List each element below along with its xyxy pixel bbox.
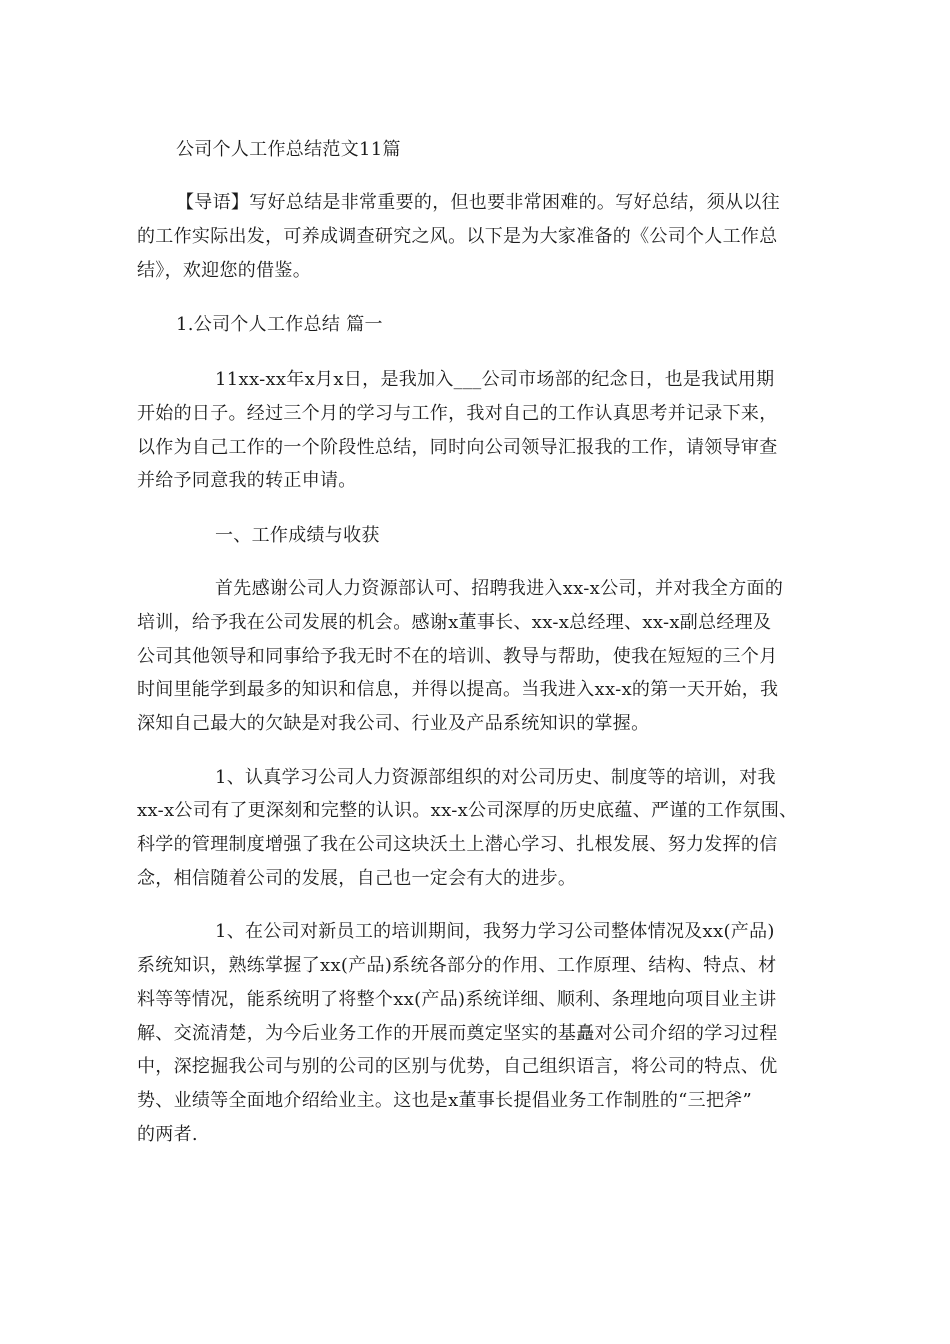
paragraph-line: 11xx-xx年x月x日，是我加入___公司市场部的纪念日，也是我试用期 [215, 369, 775, 390]
paragraph-line: 培训，给予我在公司发展的机会。感谢x董事长、xx-x总经理、xx-x副总经理及 [137, 612, 772, 633]
paragraph-line: 开始的日子。经过三个月的学习与工作，我对自己的工作认真思考并记录下来， [137, 403, 778, 424]
document-title: 公司个人工作总结范文11篇 [176, 139, 401, 160]
paragraph-line: 并给予同意我的转正申请。 [137, 470, 357, 491]
section-heading: 1.公司个人工作总结 篇一 [176, 314, 383, 335]
paragraph-line: 1、在公司对新员工的培训期间，我努力学习公司整体情况及xx(产品) [215, 921, 775, 942]
paragraph-line: 解、交流清楚，为今后业务工作的开展而奠定坚实的基矗对公司介绍的学习过程 [137, 1023, 778, 1044]
paragraph-line: 的两者. [137, 1124, 198, 1145]
paragraph-line: 以作为自己工作的一个阶段性总结，同时向公司领导汇报我的工作，请领导审查 [137, 437, 778, 458]
intro-line: 【导语】写好总结是非常重要的，但也要非常困难的。写好总结，须从以往 [176, 192, 780, 213]
paragraph-line: 科学的管理制度增强了我在公司这块沃土上潜心学习、扎根发展、努力发挥的信 [137, 834, 778, 855]
paragraph-line: 中，深挖掘我公司与别的公司的区别与优势，自己组织语言，将公司的特点、优 [137, 1056, 778, 1077]
paragraph-line: 公司其他领导和同事给予我无时不在的培训、教导与帮助，使我在短短的三个月 [137, 646, 778, 667]
paragraph-line: 系统知识，熟练掌握了xx(产品)系统各部分的作用、工作原理、结构、特点、材 [137, 955, 777, 976]
paragraph-line: 首先感谢公司人力资源部认可、招聘我进入xx-x公司，并对我全方面的 [215, 578, 784, 599]
intro-line: 的工作实际出发，可养成调查研究之风。以下是为大家准备的《公司个人工作总 [137, 226, 778, 247]
paragraph-line: 深知自己最大的欠缺是对我公司、行业及产品系统知识的掌握。 [137, 713, 650, 734]
paragraph-line: 时间里能学到最多的知识和信息，并得以提高。当我进入xx-x的第一天开始，我 [137, 679, 779, 700]
paragraph-line: 念，相信随着公司的发展，自己也一定会有大的进步。 [137, 868, 577, 889]
intro-line: 结》，欢迎您的借鉴。 [137, 260, 311, 281]
paragraph-line: xx-x公司有了更深刻和完整的认识。xx-x公司深厚的历史底蕴、严谨的工作氛围、 [137, 800, 798, 821]
paragraph-line: 1、认真学习公司人力资源部组织的对公司历史、制度等的培训，对我 [215, 767, 776, 788]
subheading: 一、工作成绩与收获 [215, 525, 380, 546]
paragraph-line: 料等等情况，能系统明了将整个xx(产品)系统详细、顺利、条理地向项目业主讲 [137, 989, 777, 1010]
paragraph-line: 势、业绩等全面地介绍给业主。这也是x董事长提倡业务工作制胜的“三把斧” [137, 1090, 753, 1111]
